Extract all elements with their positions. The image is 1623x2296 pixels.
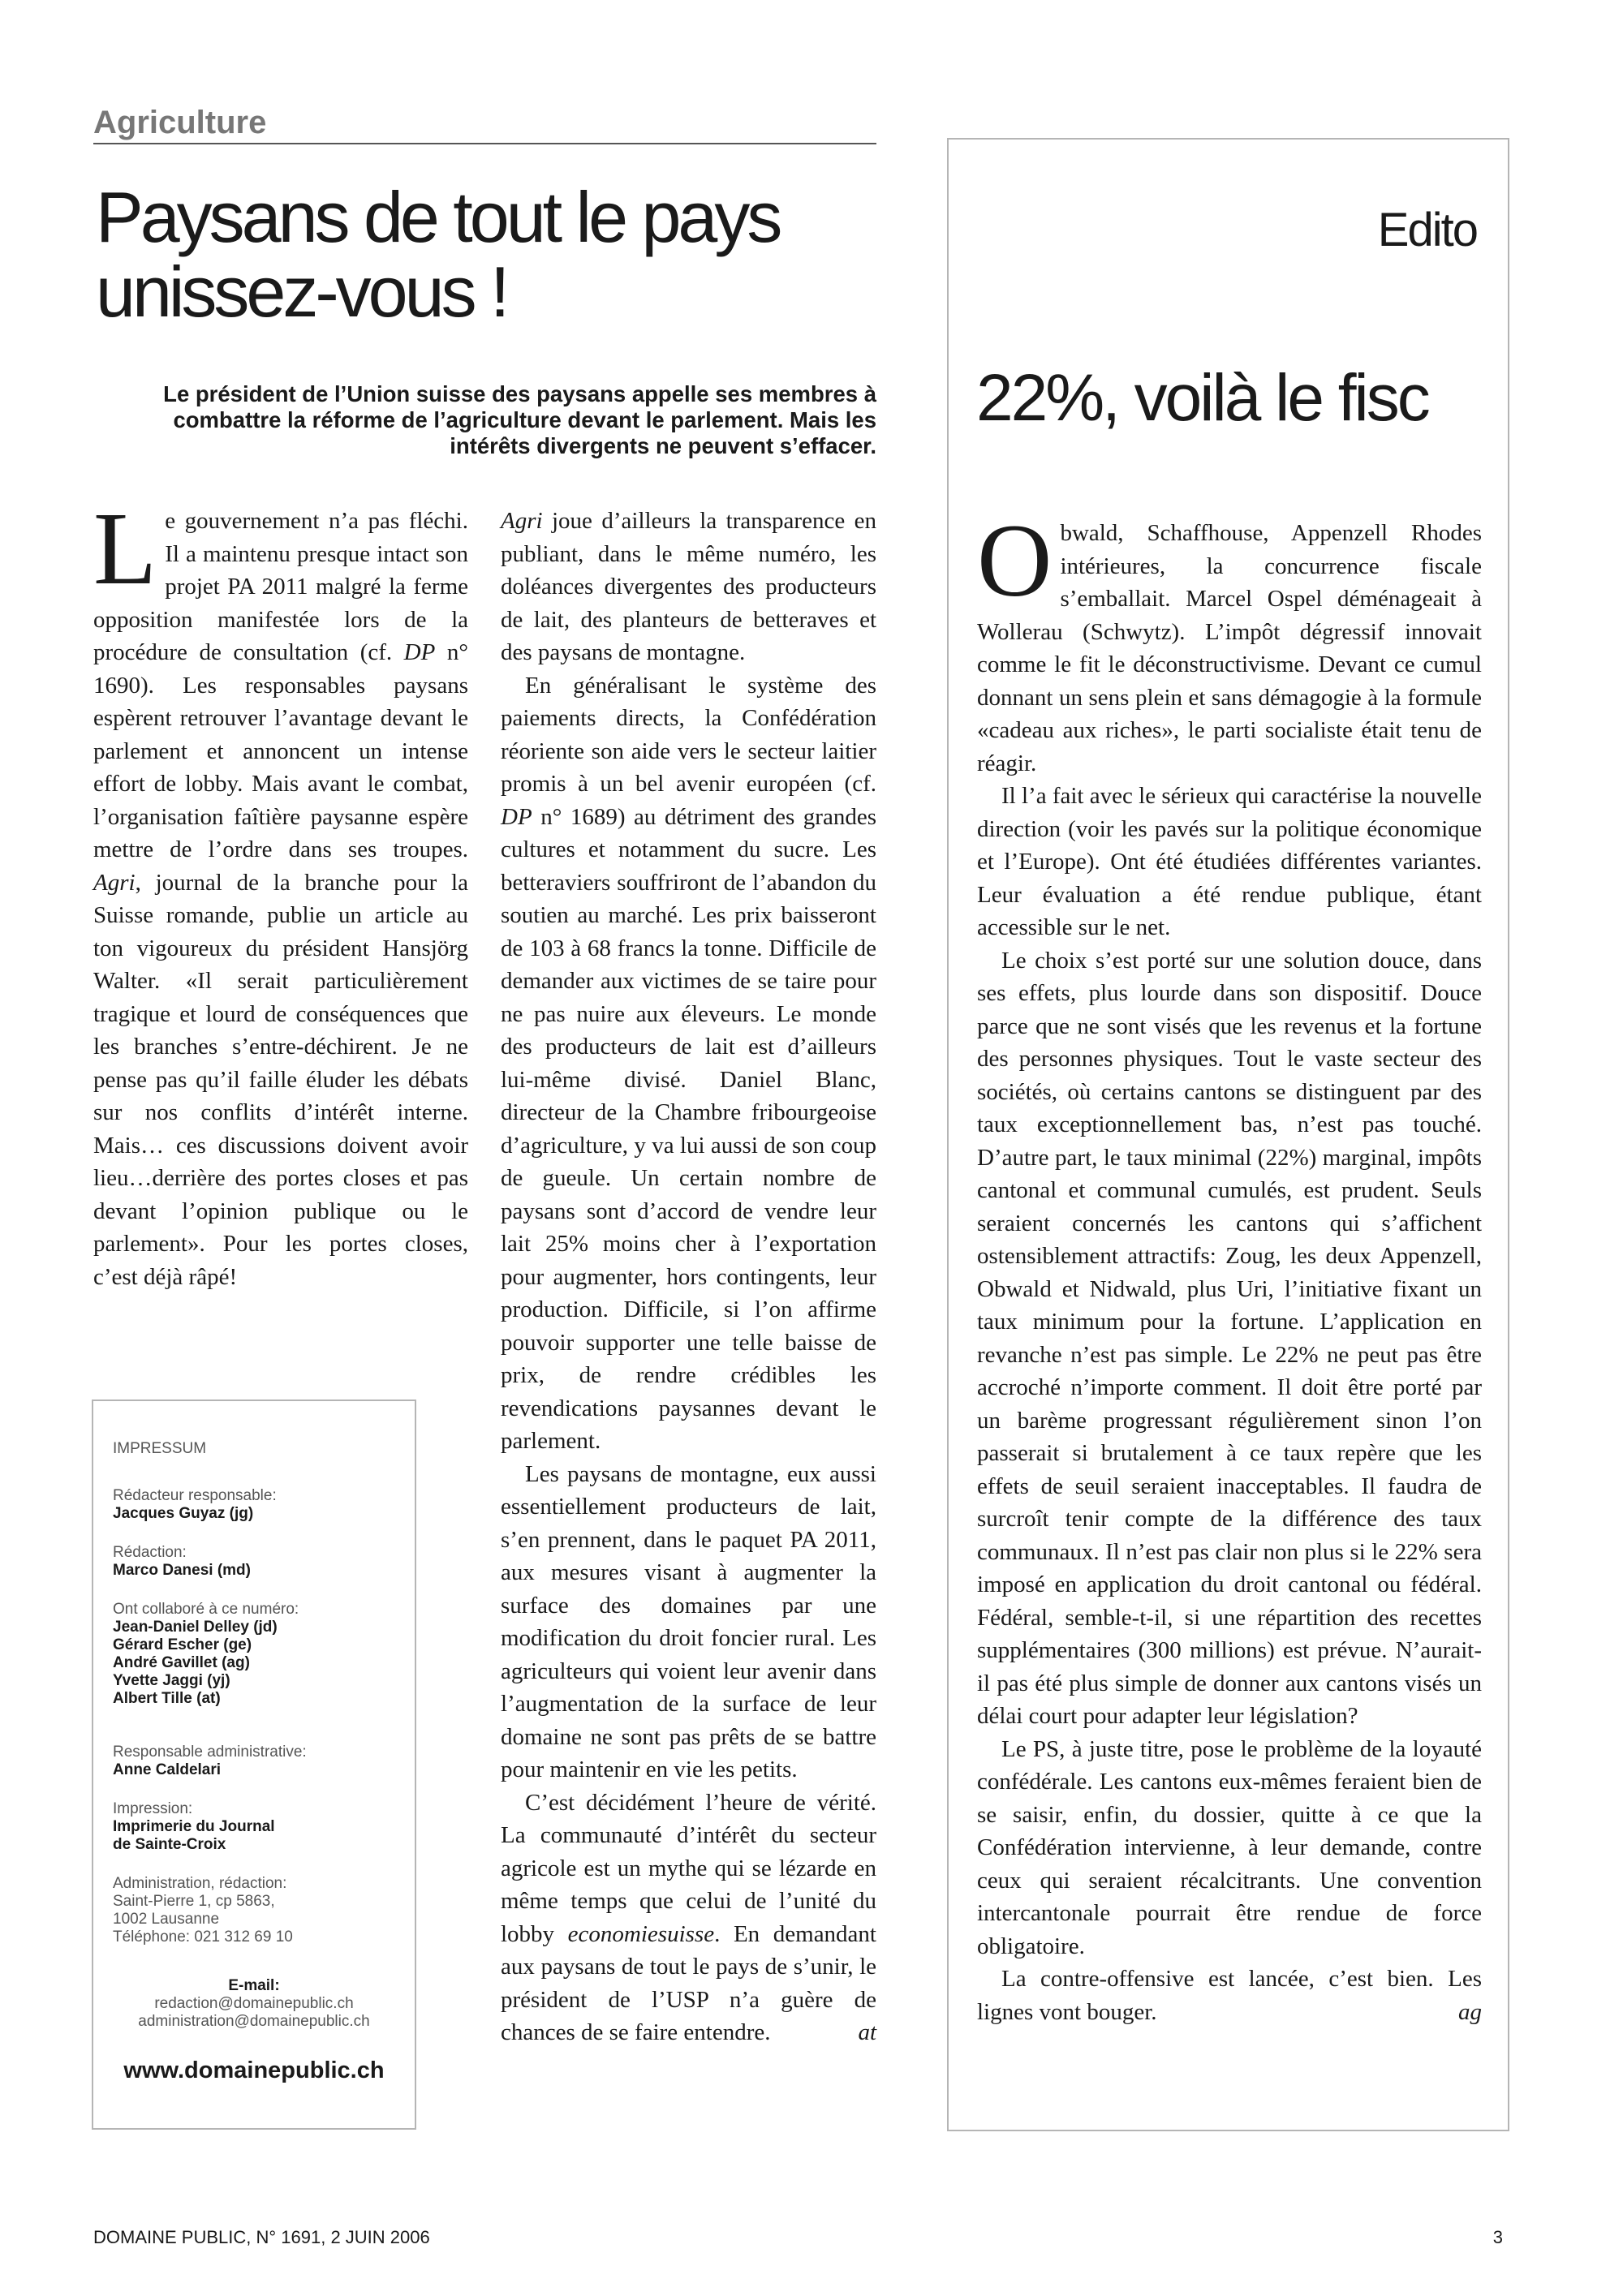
email-link[interactable]: administration@domainepublic.ch <box>138 2013 370 2030</box>
impressum-admin: Responsable administrative: Anne Caldelari <box>113 1743 307 1778</box>
edito-label: Edito <box>1377 204 1477 256</box>
article-title-line-2: unissez-vous ! <box>96 252 507 332</box>
impressum-box <box>92 1400 416 2130</box>
article-paragraph: C’est décidément l’heure de vérité. La communauté d’intérêt du secteur agricole est un mythe qui se lézarde en même temps que celui de l’unité du lobby economiesuisse. En demandant aux paysans de tout le pays de s’unir, le président de l’USP n’a guère de chances de se faire entendre. at <box>501 1786 876 2049</box>
section-label: Agriculture <box>93 102 876 144</box>
article-paragraph: Le gouvernement n’a pas fléchi. Il a maintenu presque intact son projet PA 2011 malgré la ferme opposition manifestée lors de la procédure de consultation (cf. DP n° 1690). Les responsables paysans espèrent retrouver l’avantage devant le parlement et annoncent un intense effort de lobby. Mais avant le combat, l’organisation faîtière paysanne espère mettre de l’ordre dans ses troupes. Agri, journal de la branche pour la Suisse romande, publie un article au ton vigoureux du président Hansjörg Walter. «Il serait particulièrement tragique et lourd de conséquences que les branches s’entre-déchirent. Je ne pense pas qu’il faille éluder les débats sur nos conflits d’intérêt interne. Mais… ces discussions doivent avoir lieu…derrière des portes closes et pas devant l’opinion publique ou le parlement». Pour les portes closes, c’est déjà râpé! <box>93 491 468 1290</box>
article-paragraph: Les paysans de montagne, eux aussi essentiellement producteurs de lait, s’en prennent, dans le paquet PA 2011, aux mesures visant à augmenter la surface des domaines par une modification du droit foncier rural. Les agriculteurs qui voient leur avenir dans l’augmentation de la surface de leur domaine ne sont pas prêts de se battre pour maintenir en vie les petits. <box>501 1460 876 1782</box>
article-signature: at <box>858 2019 876 2045</box>
article-p1-part: , journal de la branche pour la Suisse romande, publie un article au ton vigoureux du président Hansjörg Walter. «Il serait particulièrement tragique et lourd de conséquences que les branches s’entre-déchirent. Je ne pense pas qu’il faille éluder les débats sur nos conflits d’intérêt interne. Mais… ces discussions doivent avoir lieu…derrière des portes closes et pas devant l’opinion publique ou le parlement». Pour les portes closes, c’est déjà râpé! <box>93 869 468 1290</box>
edito-column <box>977 503 1482 2028</box>
impressum-email: E-mail: redaction@domainepublic.ch administration@domainepublic.ch <box>113 1977 395 2031</box>
article-paragraph: En généralisant le système des paiements directs, la Confédération réoriente son aide vers le secteur laitier promis à un bel avenir européen (cf. DP n° 1689) au détriment des grandes cultures et notamment du sucre. Les betteraviers souffriront de l’abandon du soutien au marché. Les prix baisseront de 103 à 68 francs la tonne. Difficile de demander aux victimes de se taire pour ne pas nuire aux éleveurs. Le monde des producteurs de lait est d’ailleurs lui-même divisé. Daniel Blanc, directeur de la Chambre fribourgeoise d’agriculture, y va lui aussi de son coup de gueule. Un certain nombre de paysans sont d’accord de vendre leur lait 25% moins cher à l’exportation pour augmenter, hors contingents, leur production. Difficile, si l’on affirme pouvoir supporter une telle baisse de prix, de rendre crédibles les revendications paysannes devant le parlement. <box>501 672 876 1454</box>
edito-paragraph: Le choix s’est porté sur une solution douce, dans ses effets, plus lourde dans son dispositif. Douce parce que ne sont visés que les revenus et la fortune des personnes physiques. Tout le vaste secteur des sociétés, où certains cantons se distinguent par des taux exceptionnellement bas, n’est pas touché. D’autre part, le taux minimal (22%) marginal, impôts cantonal et communal cumulés, est prudent. Seuls seraient concernés les cantons qui s’affichent ostensiblement attractifs: Zoug, les deux Appenzell, Obwald et Nidwald, plus Uri, l’initiative fixant un taux minimum pour la fortune. L’application en revanche n’est pas simple. Le 22% ne peut pas être accroché n’importe comment. Il doit être porté par un barème progressant régulièrement sinon l’on passerait si brutalement à ce taux repère que les effets de seuil seraient inacceptables. Il faudra de surcroît tenir compte de la différence des taux communaux. Il n’est pas clair non plus si le 22% sera imposé en application du droit cantonal ou fédéral. Fédéral, semble-t-il, si une répartition des recettes supplémentaires (300 millions) est prévue. N’aurait-il pas été plus simple de donner aux cantons visés un délai court pour adapter leur législation? <box>977 947 1482 1729</box>
edito-signature: ag <box>1458 1998 1482 2025</box>
impressum-heading: IMPRESSUM <box>113 1440 207 1457</box>
article-column-1 <box>93 491 468 1293</box>
article-column-2-flow <box>501 505 876 2049</box>
article-lead: Le président de l’Union suisse des paysans appelle ses membres à combattre la réforme de l’agriculture devant le parlement. Mais les intérêts divergents ne peuvent s’effacer. <box>163 381 876 458</box>
article-title-line-1: Paysans de tout le pays <box>96 177 780 257</box>
impressum-editor: Rédacteur responsable: Jacques Guyaz (jg) <box>113 1487 277 1522</box>
website-link[interactable]: www.domainepublic.ch <box>123 2057 385 2083</box>
article-dropcap: L <box>93 491 157 606</box>
edito-title: 22%, voilà le fisc <box>976 361 1428 435</box>
impressum-address: Administration, rédaction: Saint-Pierre 1, cp 5863, 1002 Lausanne Téléphone: 021 312 69 10 <box>113 1875 293 1946</box>
impressum-redaction: Rédaction: Marco Danesi (md) <box>113 1544 251 1579</box>
edito-paragraph: Obwald, Schaffhouse, Appenzell Rhodes intérieures, la concurrence fiscale s’emballait. Marcel Ospel déménageait à Wollerau (Schwytz). L’impôt dégressif innovait comme le fit le déconstructivisme. Devant ce cumul donnant un sens plein et sans démagogie à la formule «cadeau aux riches», le parti socialiste était tenu de réagir. <box>977 503 1482 776</box>
edito-paragraph: Il l’a fait avec le sérieux qui caractérise la nouvelle direction (voir les pavés sur la politique économique et l’Europe). Ont été étudiées différentes variantes. Leur évaluation a été rendue publique, étant accessible sur le net. <box>977 783 1482 940</box>
footer-publication: DOMAINE PUBLIC, N° 1691, 2 JUIN 2006 <box>93 2227 430 2247</box>
edito-paragraph: Le PS, à juste titre, pose le problème de la loyauté confédérale. Les cantons eux-mêmes feraient bien de se saisir, enfin, du dossier, quitte à ce que la Confédération intervienne, à leur demande, contre ceux qui seraient récalcitrants. Une convention intercantonale pourrait être rendue de force obligatoire. <box>977 1735 1482 1959</box>
edito-paragraph: La contre-offensive est lancée, c’est bien. Les lignes vont bouger. ag <box>977 1963 1482 2028</box>
edito-dropcap: O <box>977 503 1053 618</box>
article-title <box>96 177 875 332</box>
edito-box <box>947 138 1509 2131</box>
impressum-contributors: Ont collaboré à ce numéro: Jean-Daniel Delley (jd) Gérard Escher (ge) André Gavillet (ag) Yvette Jaggi (yj) Albert Tille (at) <box>113 1601 299 1707</box>
article-paragraph: Agri joue d’ailleurs la transparence en publiant, dans le même numéro, les doléances divergentes des producteurs de lait, des planteurs de betteraves et des paysans de montagne. <box>501 508 876 665</box>
page-number: 3 <box>1492 2227 1503 2247</box>
impressum-print: Impression: Imprimerie du Journal de Sainte-Croix <box>113 1800 275 1853</box>
email-link[interactable]: redaction@domainepublic.ch <box>154 1995 354 2012</box>
